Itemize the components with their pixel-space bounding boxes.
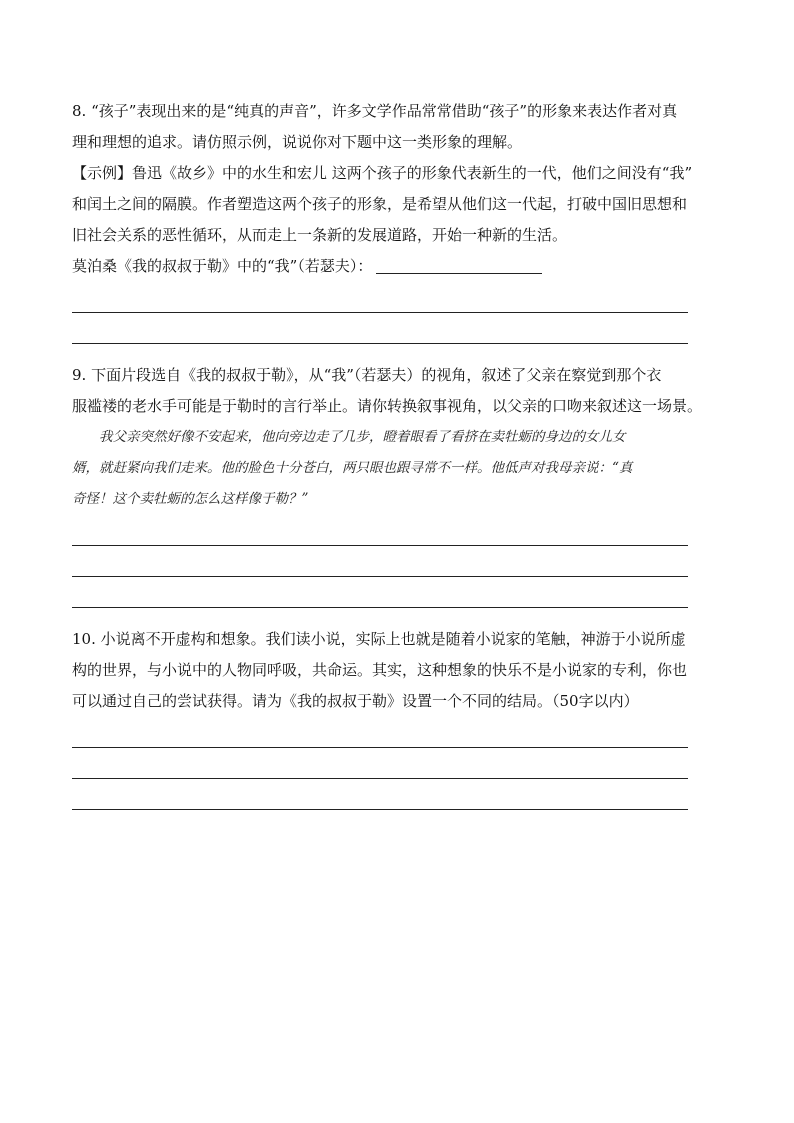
q9-text-line-2: 服褴褛的老水手可能是于勒时的言行举止。请你转换叙事视角，以父亲的口吻来叙述这一场景。: [72, 397, 703, 415]
q8-inline-answer-blank[interactable]: [376, 255, 542, 274]
q8-prompt-text: 莫泊桑《我的叔叔于勒》中的“我”（若瑟夫）：: [72, 257, 373, 275]
q10-text-line-2: 构的世界，与小说中的人物同呼吸，共命运。其实，这种想象的快乐不是小说家的专利，你也: [72, 661, 688, 679]
q10-answer-line-2[interactable]: [72, 748, 688, 779]
q8-example-line-3: 旧社会关系的恶性循环，从而走上一条新的发展道路，开始一种新的生活。: [72, 226, 568, 244]
q8-prompt-line: [72, 251, 732, 282]
q9-answer-line-1[interactable]: [72, 515, 688, 546]
q9-text-line-1: 9. 下面片段选自《我的叔叔于勒》，从“我”（若瑟夫）的视角，叙述了父亲在察觉到那个衣: [72, 366, 662, 384]
q10-text-line-1: 10. 小说离不开虚构和想象。我们读小说，实际上也就是随着小说家的笔触，神游于小说所虚: [72, 630, 686, 648]
q10-answer-line-1[interactable]: [72, 717, 688, 748]
spacer: [72, 608, 732, 624]
q10-answer-line-3[interactable]: [72, 779, 688, 810]
q8-example-line-1: 【示例】鲁迅《故乡》中的水生和宏儿 这两个孩子的形象代表新生的一代，他们之间没有“我”: [72, 164, 693, 182]
question-10: [72, 624, 732, 810]
question-8: [72, 96, 732, 344]
q8-answer-line-2[interactable]: [72, 313, 688, 344]
q9-passage-line-3: 奇怪！这个卖牡蛎的怎么这样像于勒？”: [72, 491, 309, 507]
q9-passage-line-1: 我父亲突然好像不安起来，他向旁边走了几步，瞪着眼看了看挤在卖牡蛎的身边的女儿女: [99, 429, 626, 445]
q9-answer-line-2[interactable]: [72, 546, 688, 577]
question-9: [72, 360, 732, 608]
q9-answer-line-3[interactable]: [72, 577, 688, 608]
q8-example-line-2: 和闰土之间的隔膜。作者塑造这两个孩子的形象，是希望从他们这一代起，打破中国旧思想和: [72, 195, 688, 213]
q9-passage-line-2: 婿，就赶紧向我们走来。他的脸色十分苍白，两只眼也跟寻常不一样。他低声对我母亲说：“真: [72, 460, 633, 476]
q10-text-line-3: 可以通过自己的尝试获得。请为《我的叔叔于勒》设置一个不同的结局。（50字以内）: [72, 692, 639, 710]
spacer: [72, 344, 732, 360]
worksheet-page: [72, 96, 732, 810]
q8-text-line-2: 理和理想的追求。请仿照示例，说说你对下题中这一类形象的理解。: [72, 133, 523, 151]
q8-text-line-1: 8. “孩子”表现出来的是“纯真的声音”，许多文学作品常常借助“孩子”的形象来表达作者对真: [72, 102, 678, 120]
q8-answer-line-1[interactable]: [72, 282, 688, 313]
